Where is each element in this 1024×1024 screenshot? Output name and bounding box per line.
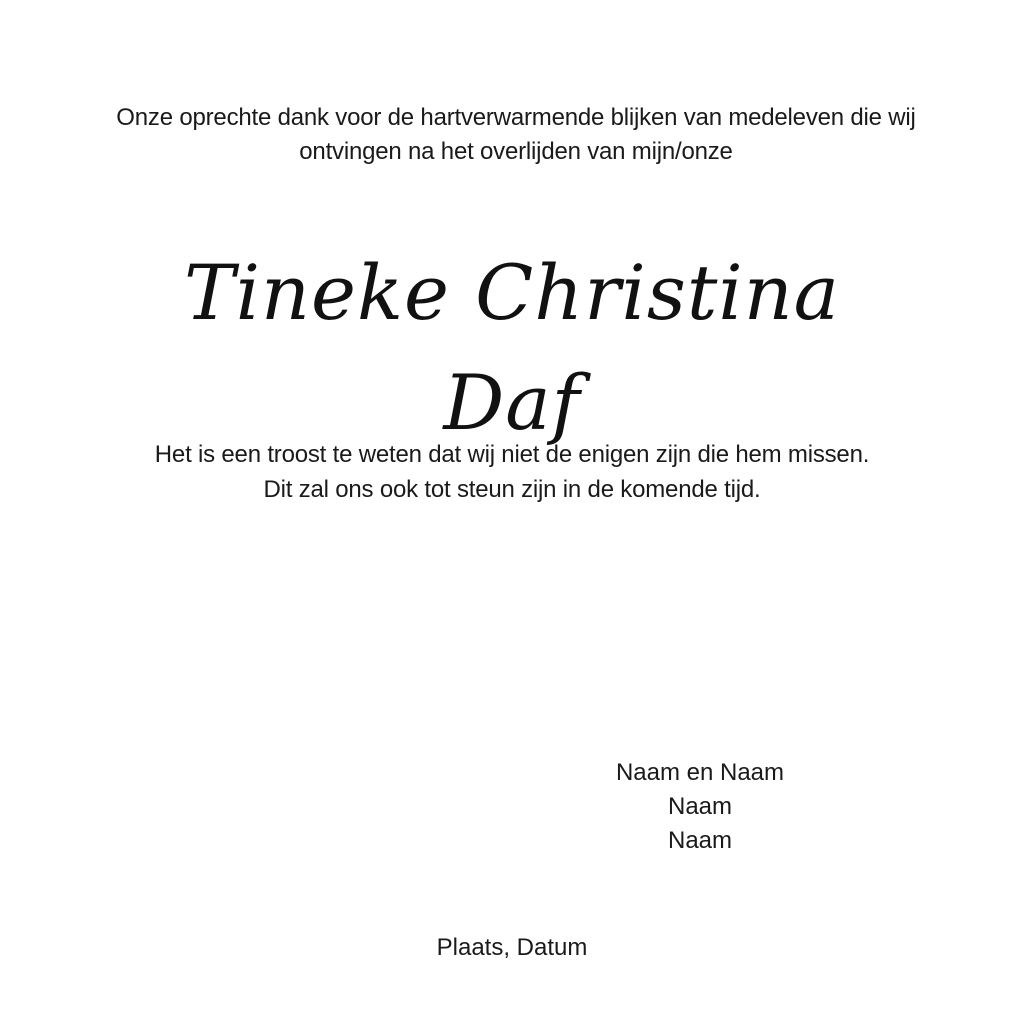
signer-name: Naam <box>667 827 733 854</box>
place-date: Plaats, Datum <box>436 934 588 961</box>
intro-line: ontvingen na het overlijden van mijn/onze <box>299 138 733 165</box>
signer-name: Naam en Naam <box>615 759 785 786</box>
intro-line: Onze oprechte dank voor de hartverwarmende blijken van medeleven die wij <box>116 104 916 131</box>
deceased-name: Tineke Christina Daf <box>184 248 840 447</box>
signers-block <box>560 756 840 858</box>
intro-text <box>80 101 952 169</box>
message-line: Het is een troost te weten dat wij niet de enigen zijn die hem missen. <box>154 441 870 468</box>
message-text <box>112 437 912 507</box>
message-line: Dit zal ons ook tot steun zijn in de komende tijd. <box>263 476 761 503</box>
signer-name: Naam <box>667 793 733 820</box>
